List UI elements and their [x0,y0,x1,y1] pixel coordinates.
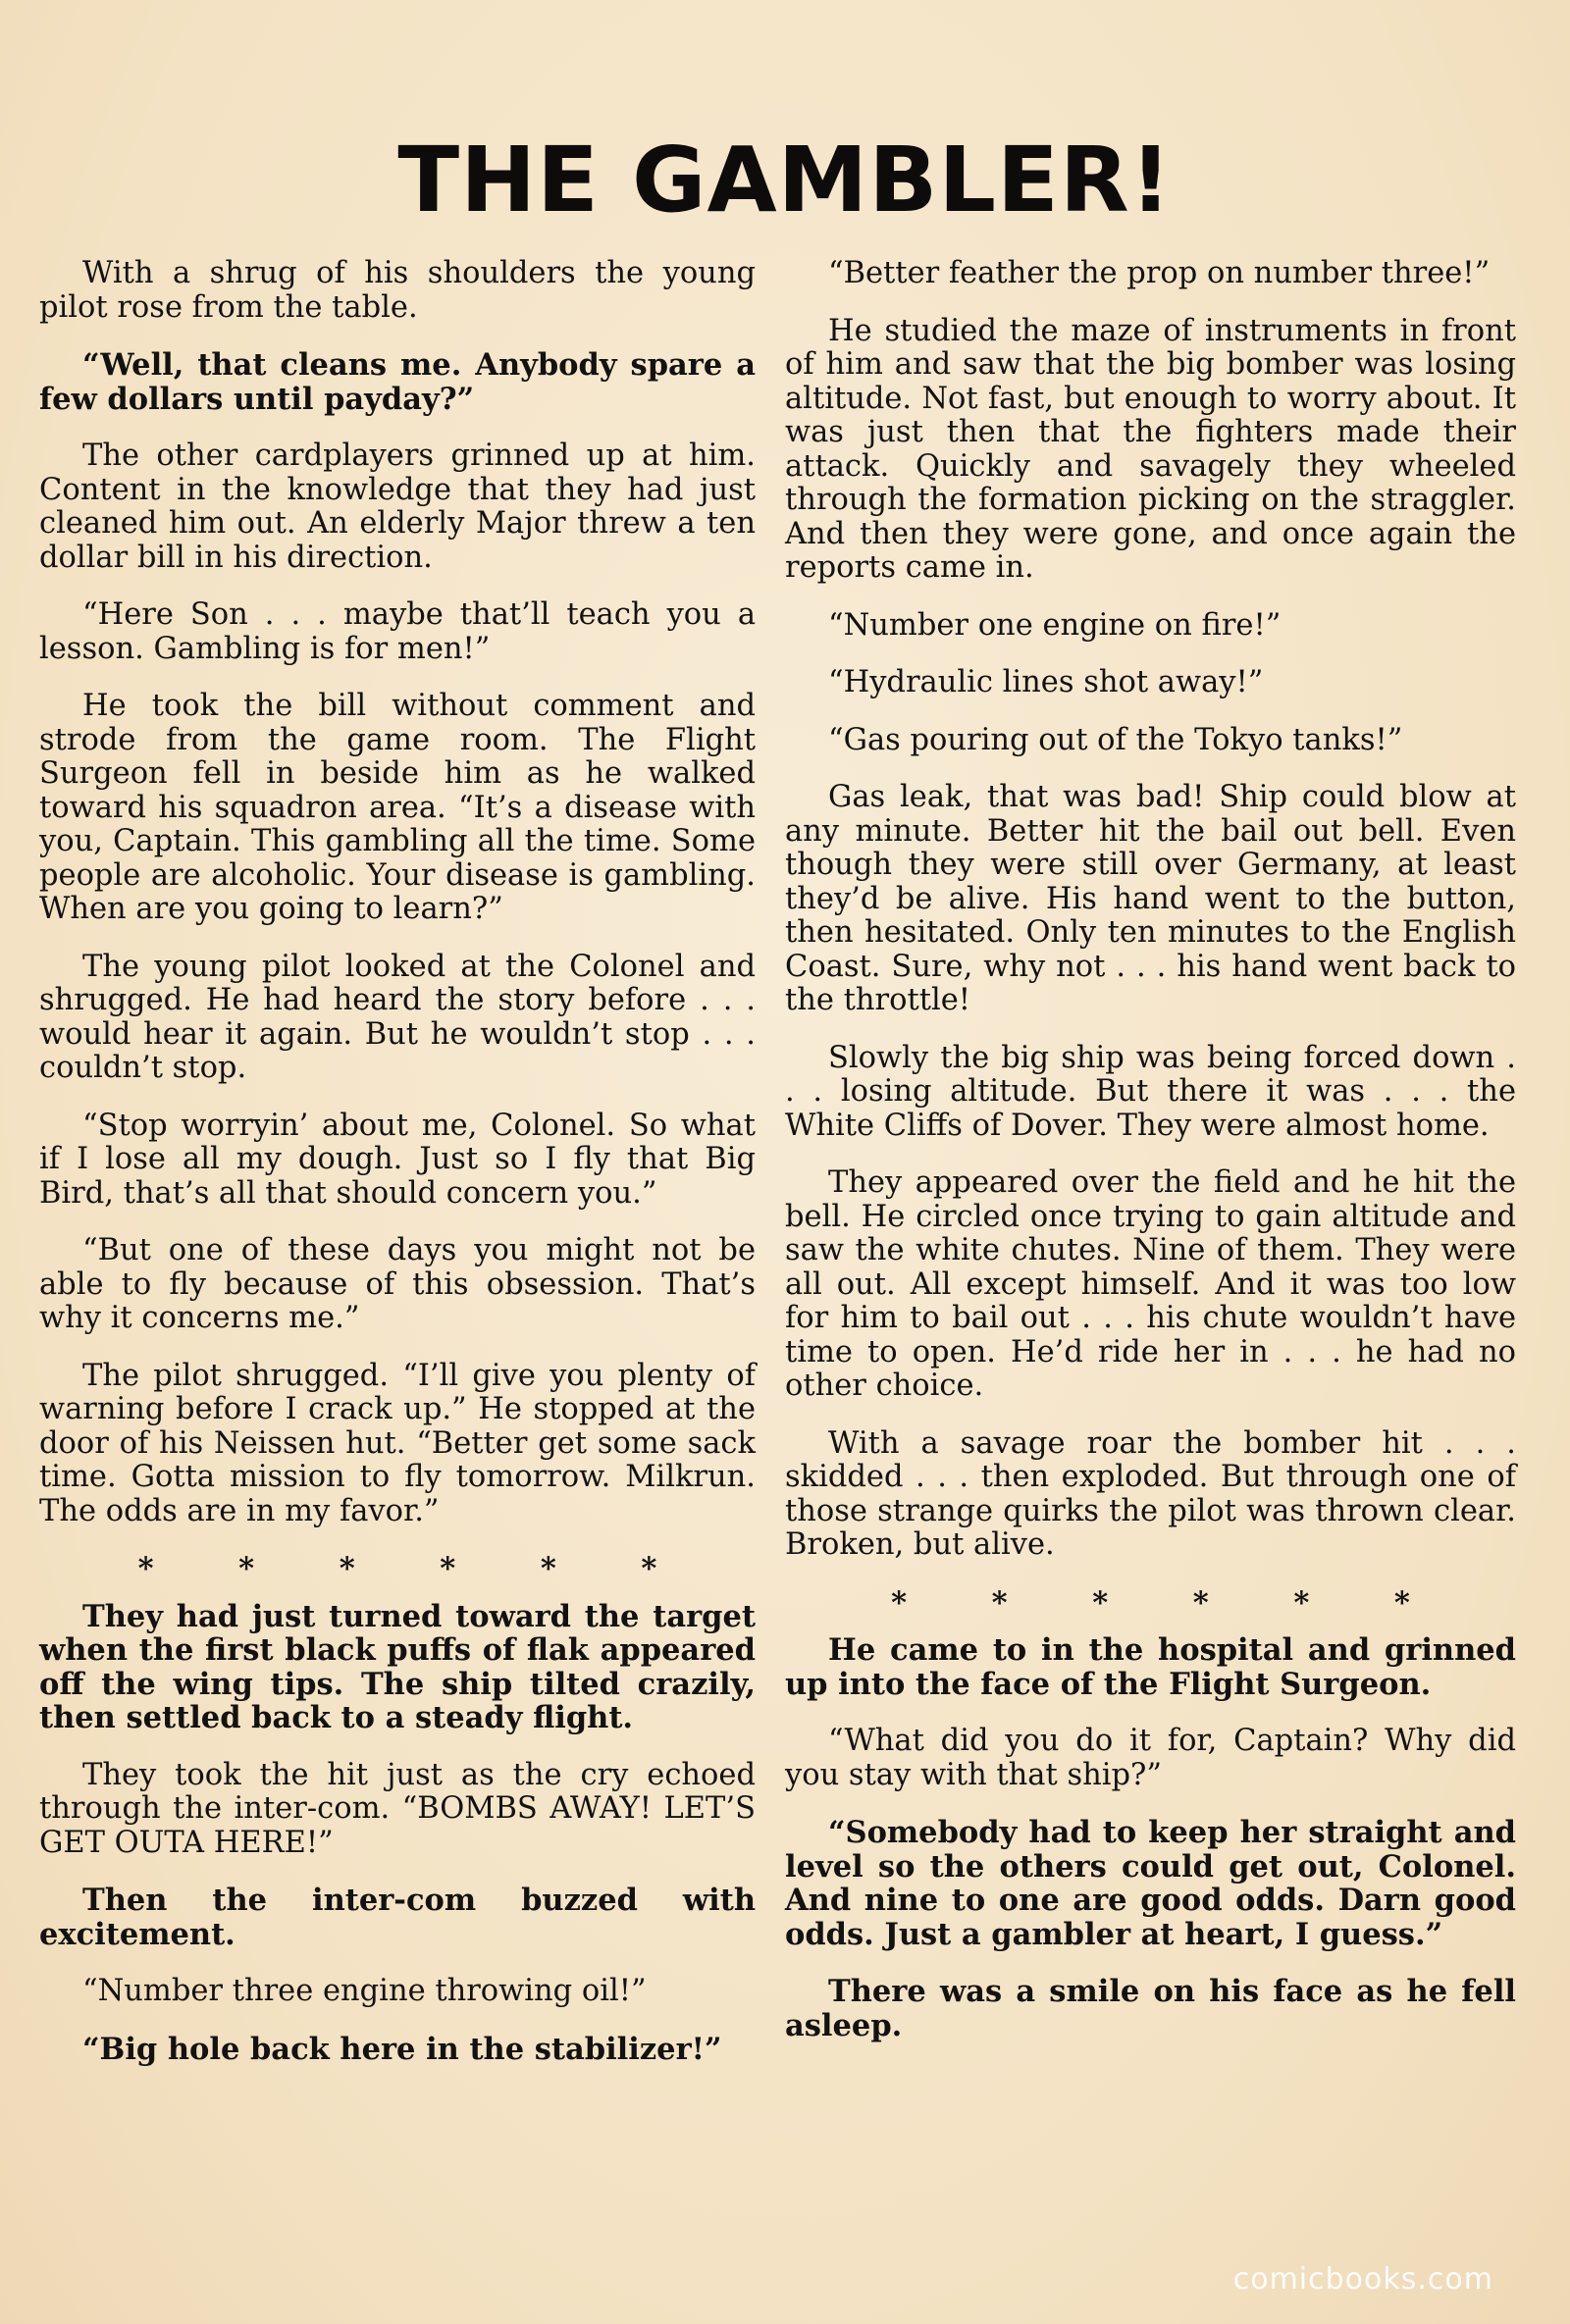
paragraph: With a savage roar the bomber hit . . . skidded . . . then exploded. But through one of those strange quirks the pilot was thrown clear. Broken, but alive. [785,1425,1516,1562]
paragraph: “Better feather the prop on number three!” [828,256,1491,290]
paragraph: Then the inter-com buzzed with excitement. [39,1883,756,1952]
section-divider-stars: * * * * * * [137,1551,695,1586]
paragraph: They took the hit just as the cry echoed through the inter-com. “BOMBS AWAY! LET’S GET OUTA HERE!” [39,1757,756,1860]
section-divider-stars: * * * * * * [891,1584,1447,1621]
paragraph: “Number one engine on fire!” [828,607,1282,643]
watermark: comicbooks.com [1232,2262,1493,2297]
paragraph: “Hydraulic lines shot away!” [828,665,1264,699]
paragraph: There was a smile on his face as he fell asleep. [785,1974,1516,2043]
paragraph: The other cardplayers grinned up at him. Content in the knowledge that they had just cleaned him out. An elderly Major threw a ten dollar bill in his direction. [39,439,756,575]
left-column [39,257,756,2090]
paragraph: “Big hole back here in the stabilizer!” [82,2031,722,2067]
paragraph: “Here Son . . . maybe that’ll teach you a lesson. Gambling is for men!” [39,597,756,666]
paragraph: He came to in the hospital and grinned up into the face of the Flight Surgeon. [785,1632,1516,1702]
right-column [785,257,1516,2066]
paragraph: “Gas pouring out of the Tokyo tanks!” [828,722,1403,757]
paragraph: “Somebody had to keep her straight and level so the others could get out, Colonel. And nine to one are good odds. Darn good odds. Just a gambler at heart, I guess.” [785,1815,1516,1952]
paragraph: The pilot shrugged. “I’ll give you plenty of warning before I crack up.” He stopped at the door of his Neissen hut. “Better get some sack time. Gotta mission to fly tomorrow. Milkrun. The odds are in my favor.” [39,1358,756,1528]
paragraph: “But one of these days you might not be able to fly because of this obsession. That’s why it concerns me.” [39,1233,756,1335]
paragraph: “Well, that cleans me. Anybody spare a few dollars until payday?” [39,347,756,417]
paragraph: They had just turned toward the target when the first black puffs of flak appeared off the wing tips. The ship tilted crazily, then settled back to a steady flight. [39,1598,756,1735]
paragraph: With a shrug of his shoulders the young pilot rose from the table. [39,256,756,325]
paragraph: Slowly the big ship was being forced down . . . losing altitude. But there it was . . . the White Cliffs of Dover. They were almost home. [785,1040,1516,1143]
story-title: THE GAMBLER! [397,128,1173,232]
paragraph: They appeared over the field and he hit the bell. He circled once trying to gain altitude and saw the white chutes. Nine of them. They were all out. All except himself. And it was too low for him to bail out . . . his chute wouldn’t have time to open. He’d ride her in . . . he had no other choice. [785,1165,1516,1403]
paragraph: He studied the maze of instruments in front of him and saw that the big bomber was losing altitude. Not fast, but enough to worry about. It was just then that the fighters made their attack. Quickly and savagely they wheeled through the formation picking on the straggler. And then they were gone, and once again the reports came in. [785,313,1516,585]
paragraph: “What did you do it for, Captain? Why did you stay with that ship?” [785,1724,1516,1792]
paragraph: He took the bill without comment and strode from the game room. The Flight Surgeon fell in beside him as he walked toward his squadron area. “It’s a disease with you, Captain. This gambling all the time. Some people are alcoholic. Your disease is gambling. When are you going to learn?” [39,689,756,926]
paragraph: Gas leak, that was bad! Ship could blow at any minute. Better hit the bail out bell. Even though they were still over Germany, at least they’d be alive. His hand went to the button, then hesitated. Only ten minutes to the English Coast. Sure, why not . . . his hand went back to the throttle! [785,780,1516,1017]
paragraph: “Stop worryin’ about me, Colonel. So what if I lose all my dough. Just so I fly that Big Bird, that’s all that should concern you.” [39,1108,756,1211]
paragraph: The young pilot looked at the Colonel and shrugged. He had heard the story before . . . would hear it again. But he wouldn’t stop . . . couldn’t stop. [39,949,756,1085]
paragraph: “Number three engine throwing oil!” [82,1974,647,2008]
